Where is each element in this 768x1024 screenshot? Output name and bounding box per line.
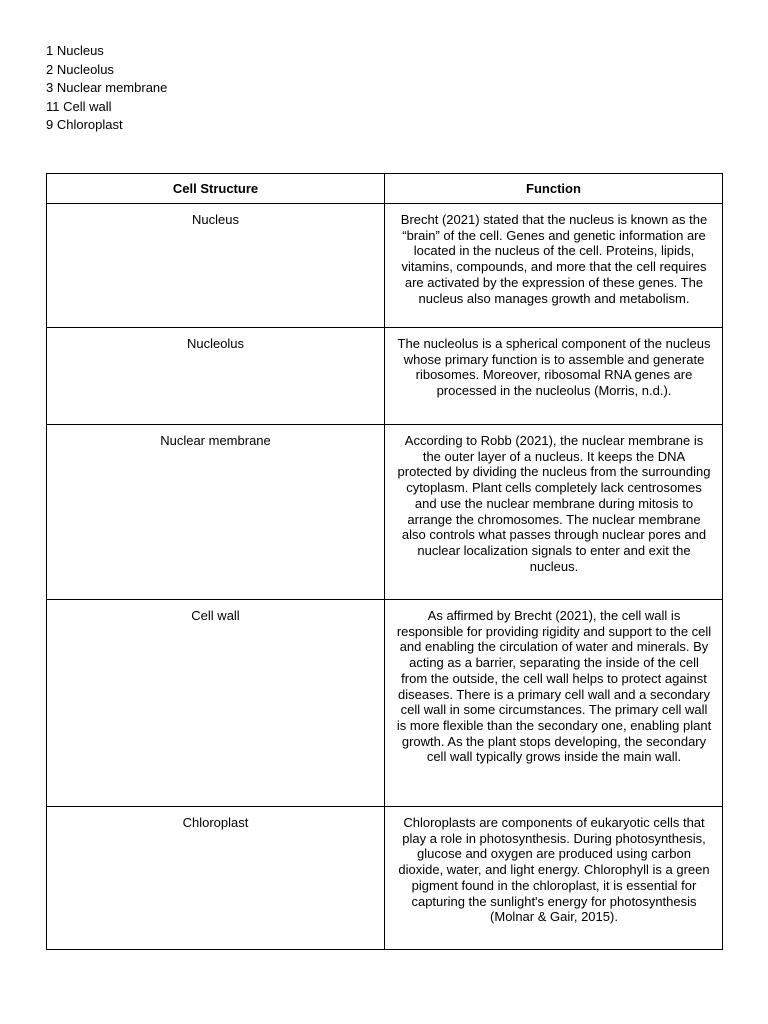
function-text: Brecht (2021) stated that the nucleus is known as the “brain” of the cell. Genes and genetic information are located in the nucleus of the cell. Proteins, lipids, vitamins, compounds, and more that the cell requires are activated by the expression of these genes. The nucleus also manages growth and metabolism. xyxy=(400,212,708,306)
table-row xyxy=(47,425,723,600)
structure-cell: Chloroplast xyxy=(47,807,385,950)
list-item: 9 Chloroplast xyxy=(46,117,123,133)
function-text: The nucleolus is a spherical component of the nucleus whose primary function is to assemble and generate ribosomes. Moreover, ribosomal RNA genes are processed in the nucleolus (Morris, n.d.). xyxy=(397,336,711,399)
cell-structure-table xyxy=(46,173,723,950)
function-text: According to Robb (2021), the nuclear membrane is the outer layer of a nucleus. It keeps the DNA protected by dividing the nucleus from the surrounding cytoplasm. Plant cells completely lack centrosomes and use the nuclear membrane during mitosis to arrange the chromosomes. The nuclear membrane also controls what passes through nuclear pores and nuclear localization signals to enter and exit the nucleus. xyxy=(397,433,711,574)
structure-cell: Nucleus xyxy=(47,204,385,328)
header-cell-structure: Cell Structure xyxy=(47,174,385,204)
table-row xyxy=(47,600,723,807)
structure-cell: Cell wall xyxy=(47,600,385,807)
function-cell xyxy=(385,600,723,807)
function-cell xyxy=(385,328,723,425)
structure-list xyxy=(46,42,167,135)
function-cell xyxy=(385,204,723,328)
list-item: 2 Nucleolus xyxy=(46,61,114,77)
function-cell xyxy=(385,807,723,950)
table-header-row xyxy=(47,174,723,204)
list-item: 11 Cell wall xyxy=(46,98,112,114)
list-item: 1 Nucleus xyxy=(46,43,104,58)
header-function: Function xyxy=(385,174,723,204)
structure-cell: Nuclear membrane xyxy=(47,425,385,600)
table-row xyxy=(47,807,723,950)
function-text: Chloroplasts are components of eukaryotic cells that play a role in photosynthesis. During photosynthesis, glucose and oxygen are produced using carbon dioxide, water, and light energy. Chlorophyll is a green pigment found in the chloroplast, it is essential for capturing the sunlight's energy for photosynthesis (Molnar & Gair, 2015). xyxy=(398,815,710,925)
table-row xyxy=(47,204,723,328)
function-cell xyxy=(385,425,723,600)
structure-cell: Nucleolus xyxy=(47,328,385,425)
list-item: 3 Nuclear membrane xyxy=(46,80,168,96)
table-row xyxy=(47,328,723,425)
function-text: As affirmed by Brecht (2021), the cell wall is responsible for providing rigidity and support to the cell and enabling the circulation of water and minerals. By acting as a barrier, separating the inside of the cell from the outside, the cell wall helps to protect against diseases. There is a primary cell wall and a secondary cell wall in some circumstances. The primary cell wall is more flexible than the secondary one, enabling plant growth. As the plant stops developing, the secondary cell wall typically grows inside the main wall. xyxy=(396,608,712,765)
